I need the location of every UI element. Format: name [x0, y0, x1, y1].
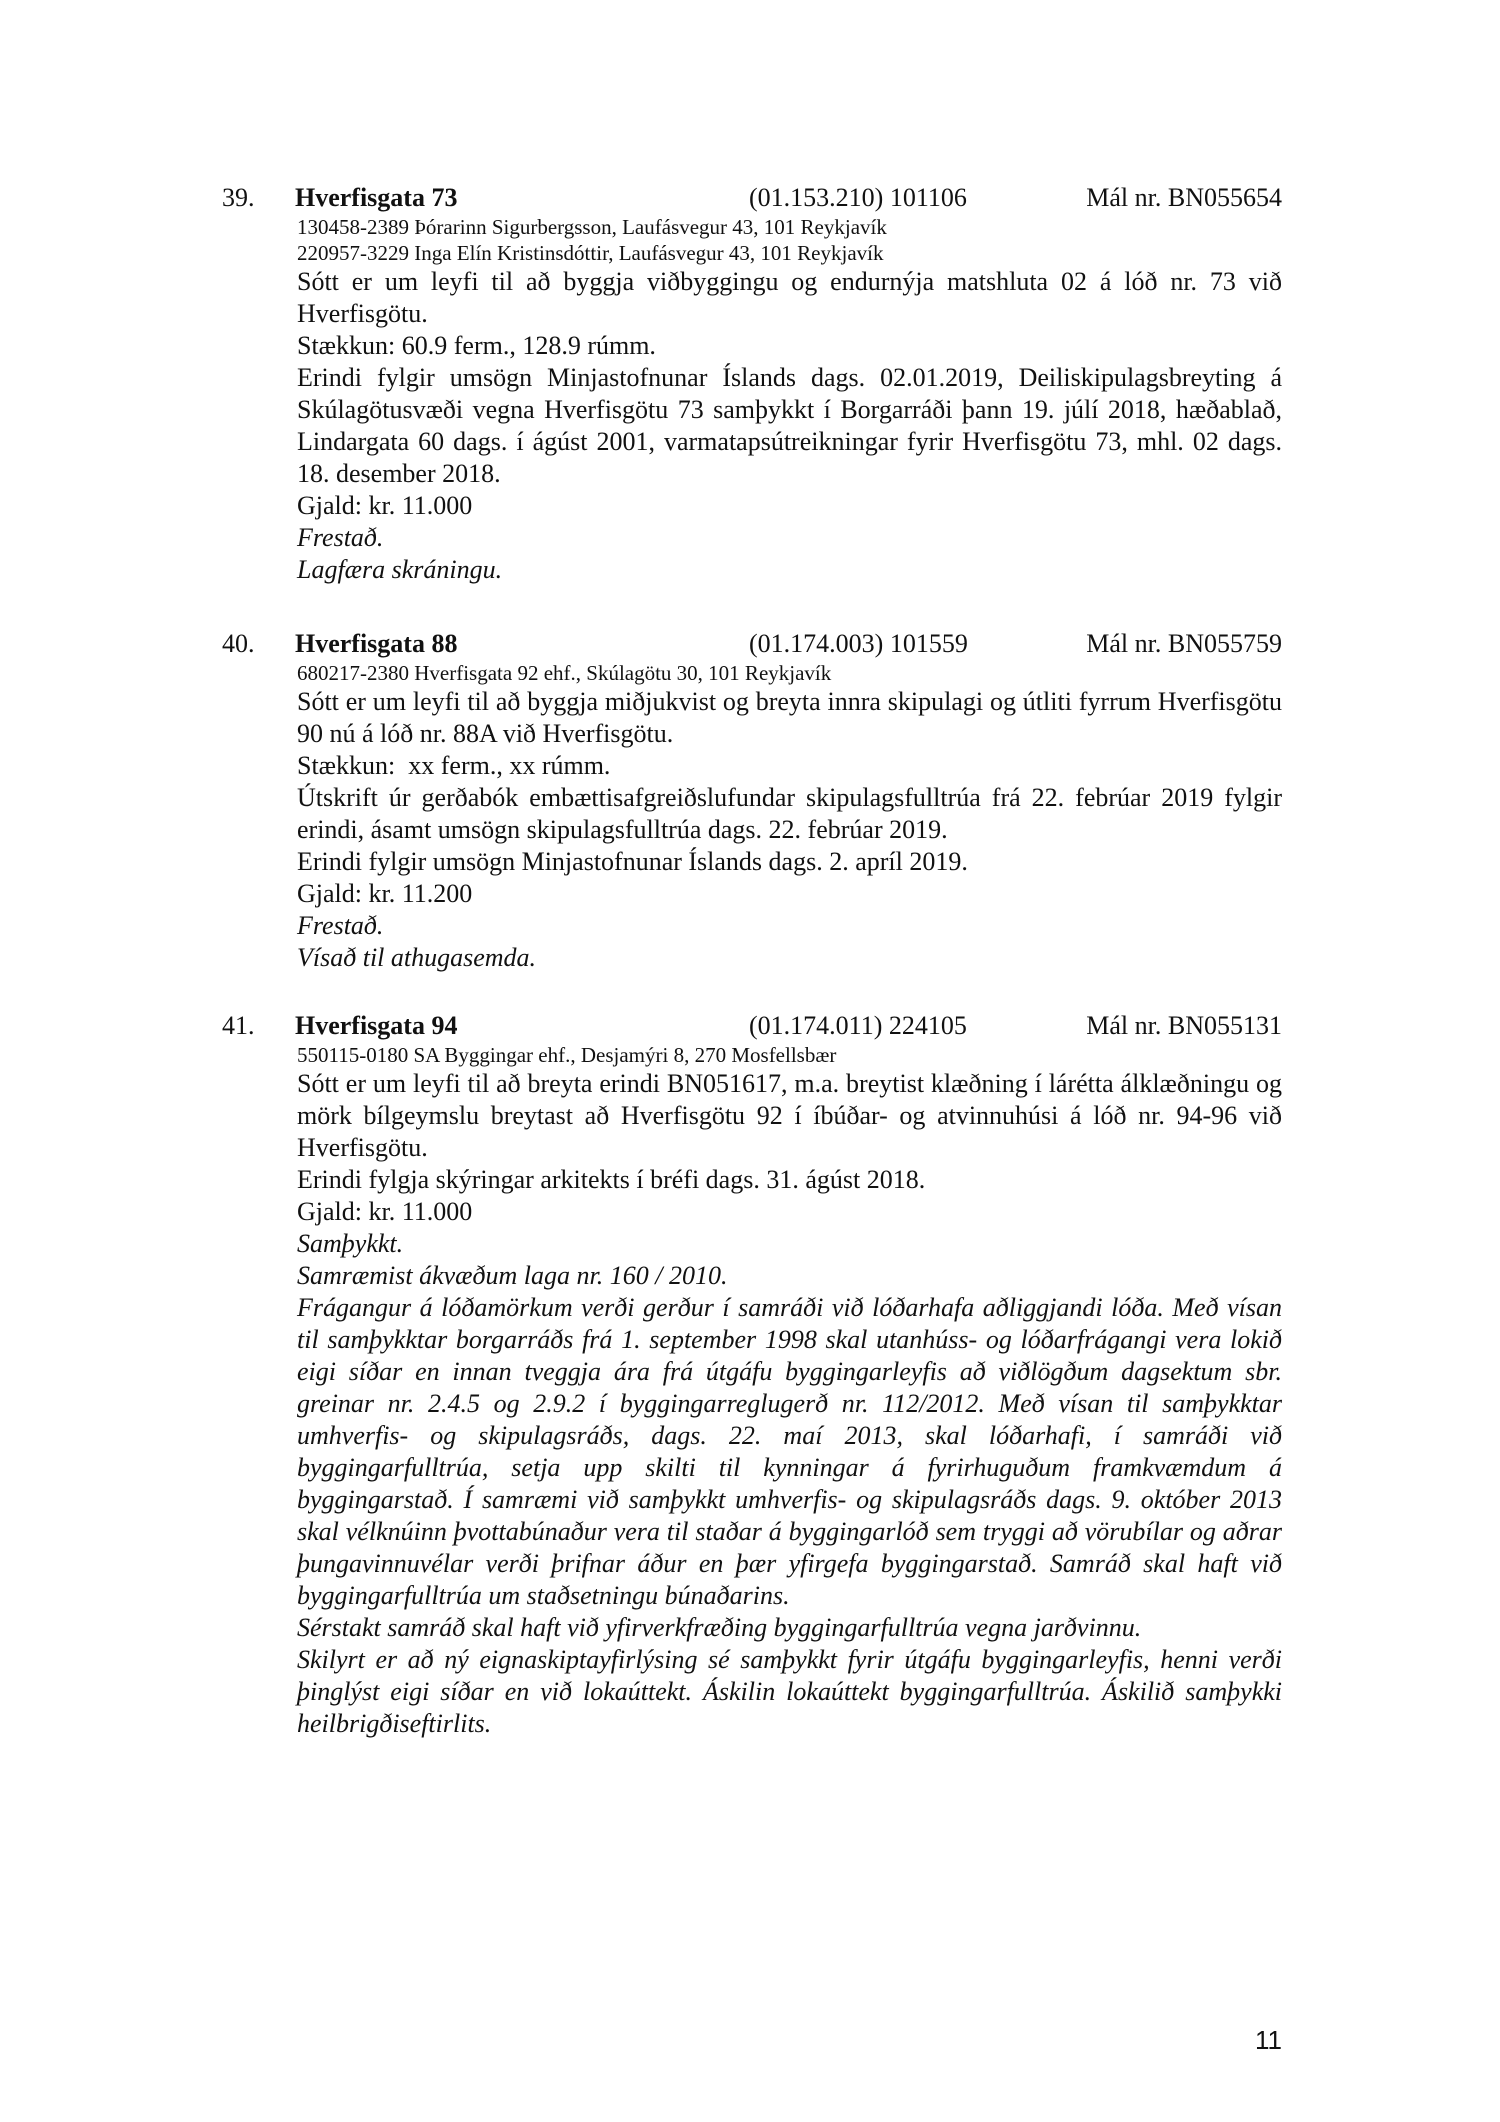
item-address: Hverfisgata 88 — [295, 629, 458, 658]
item-note: Skilyrt er að ný eignaskiptayfirlýsing sé samþykkt fyrir útgáfu byggingarleyfis, henni verði þinglýst eigi síðar en við lokaúttekt. Áskilin lokaúttekt byggingarfulltrúa. Áskilið samþykki heilbrigðiseftirlits. — [297, 1645, 1282, 1738]
item-case-number: Mál nr. BN055131 — [1086, 1011, 1282, 1040]
item-parcel-id: (01.153.210) 101106 — [749, 183, 967, 212]
item-note: Frágangur á lóðamörkum verði gerður í samráði við lóðarhafa aðliggjandi lóða. Með vísan til samþykktar borgarráðs frá 1. september 1998 skal utanhúss- og lóðarfrágangi vera lokið eigi síðar en innan tveggja ára frá útgáfu byggingarleyfis að viðlögðum dagsektum sbr. greinar nr. 2.4.5 og 2.9.2 í byggingarreglugerð nr. 112/2012. Með vísan til samþykktar umhverfis- og skipulagsráðs, dags. 22. maí 2013, skal lóðarhafi, í samráði við byggingarfulltrúa, setja upp skilti til kynningar á fyrirhuguðum framkvæmdum á byggingarstað. Í samræmi við samþykkt umhverfis- og skipulagsráðs dags. 9. október 2013 skal vélknúinn þvottabúnaður vera til staðar á byggingarlóð sem tryggi að vörubílar og aðrar þungavinnuvélar verði þrifnar áður en þær yfirgefa byggingarstað. Samráð skal haft við byggingarfulltrúa um staðsetningu búnaðarins. — [297, 1293, 1282, 1610]
item-header — [222, 628, 1282, 660]
item-description: Sótt er um leyfi til að breyta erindi BN051617, m.a. breytist klæðning í lárétta álklæðningu og mörk bílgeymslu breytast að Hverfisgötu 92 í íbúðar- og atvinnuhúsi á lóð nr. 94-96 við Hverfisgötu. — [297, 1069, 1282, 1162]
item-attachment: Erindi fylgja skýringar arkitekts í bréfi dags. 31. ágúst 2018. — [297, 1165, 926, 1194]
item-note: Lagfæra skráningu. — [297, 555, 503, 584]
item-address: Hverfisgata 73 — [295, 183, 458, 212]
item-description: Sótt er um leyfi til að byggja viðbyggingu og endurnýja matshluta 02 á lóð nr. 73 við Hverfisgötu. — [297, 267, 1282, 328]
item-attachment: Útskrift úr gerðabók embættisafgreiðslufundar skipulagsfulltrúa frá 22. febrúar 2019 fylgir erindi, ásamt umsögn skipulagsfulltrúa dags. 22. febrúar 2019. — [297, 783, 1282, 844]
item-enlargement: Stækkun: xx ferm., xx rúmm. — [297, 751, 611, 780]
item-header — [222, 182, 1282, 214]
item-decision: Frestað. — [297, 911, 384, 940]
item-header — [222, 1010, 1282, 1042]
item-enlargement: Stækkun: 60.9 ferm., 128.9 rúmm. — [297, 331, 656, 360]
agenda-item-41 — [222, 1010, 1282, 1740]
agenda-item-40 — [222, 628, 1282, 974]
item-body — [297, 214, 1282, 586]
item-body — [297, 660, 1282, 974]
item-decision: Frestað. — [297, 523, 384, 552]
agenda-item-39 — [222, 182, 1282, 586]
item-body — [297, 1042, 1282, 1740]
item-case-number: Mál nr. BN055654 — [1086, 183, 1282, 212]
item-case-number: Mál nr. BN055759 — [1086, 629, 1282, 658]
item-fee: Gjald: kr. 11.000 — [297, 491, 473, 520]
applicant-line: 680217-2380 Hverfisgata 92 ehf., Skúlagötu 30, 101 Reykjavík — [297, 661, 832, 685]
item-parcel-id: (01.174.003) 101559 — [749, 629, 968, 658]
applicant-line: 130458-2389 Þórarinn Sigurbergsson, Laufásvegur 43, 101 Reykjavík — [297, 215, 887, 239]
item-fee: Gjald: kr. 11.000 — [297, 1197, 473, 1226]
item-note: Samræmist ákvæðum laga nr. 160 / 2010. — [297, 1261, 728, 1290]
item-note: Sérstakt samráð skal haft við yfirverkfræðing byggingarfulltrúa vegna jarðvinnu. — [297, 1613, 1142, 1642]
item-fee: Gjald: kr. 11.200 — [297, 879, 473, 908]
item-number: 40. — [222, 629, 255, 658]
page-number: 11 — [1255, 2025, 1282, 2055]
item-address: Hverfisgata 94 — [295, 1011, 458, 1040]
item-attachment: Erindi fylgir umsögn Minjastofnunar Íslands dags. 2. apríl 2019. — [297, 847, 968, 876]
item-number: 39. — [222, 183, 255, 212]
applicant-line: 220957-3229 Inga Elín Kristinsdóttir, Laufásvegur 43, 101 Reykjavík — [297, 241, 884, 265]
applicant-line: 550115-0180 SA Byggingar ehf., Desjamýri 8, 270 Mosfellsbær — [297, 1043, 837, 1067]
item-number: 41. — [222, 1011, 255, 1040]
item-decision: Samþykkt. — [297, 1229, 404, 1258]
item-description: Sótt er um leyfi til að byggja miðjukvist og breyta innra skipulagi og útliti fyrrum Hverfisgötu 90 nú á lóð nr. 88A við Hverfisgötu. — [297, 687, 1282, 748]
item-parcel-id: (01.174.011) 224105 — [749, 1011, 967, 1040]
item-note: Vísað til athugasemda. — [297, 943, 537, 972]
item-attachment: Erindi fylgir umsögn Minjastofnunar Íslands dags. 02.01.2019, Deiliskipulagsbreyting á Skúlagötusvæði vegna Hverfisgötu 73 samþykkt í Borgarráði þann 19. júlí 2018, hæðablað, Lindargata 60 dags. í ágúst 2001, varmatapsútreikningar fyrir Hverfisgötu 73, mhl. 02 dags. 18. desember 2018. — [297, 363, 1282, 488]
